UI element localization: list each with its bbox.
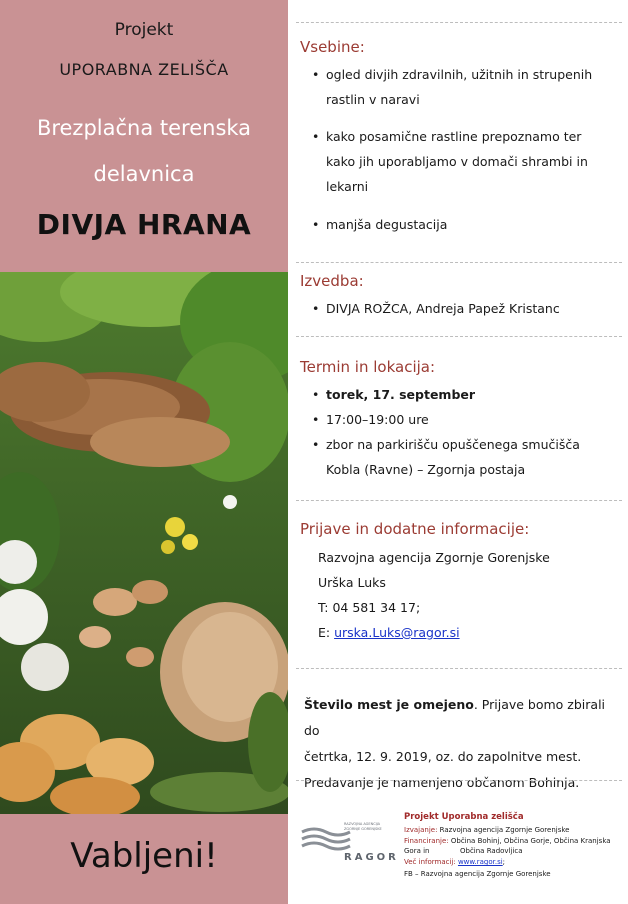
bullet-icon: • [312,217,320,232]
footer-financiranje: Financiranje: Občina Bohinj, Občina Gorje, Občina Kranjska Gora in [404,837,611,855]
footer-fb: FB – Razvojna agencija Zgornje Gorenjske [404,870,551,878]
logo-caption: RAZVOJNA AGENCIJA ZGORNJE GORENJSKE [344,822,382,831]
limited-seats-note: Število mest je omejeno [304,697,474,712]
list-item [312,382,617,407]
contact-phone: T: 04 581 34 17; [318,600,421,615]
event-place: zbor na parkirišču opuščenega smučišča [326,437,580,452]
mushroom-photo [0,272,288,814]
left-column [0,0,288,904]
subtitle-line-2: delavnica [93,162,195,186]
bullet-icon: • [312,67,320,82]
contact-org: Razvojna agencija Zgornje Gorenjske [318,550,550,565]
list-item [312,407,617,432]
divider [296,668,622,669]
list-item: • DIVJA ROŽCA, Andreja Papež Kristanc [312,296,617,321]
contact-person: Urška Luks [318,575,386,590]
list-item: • zbor na parkirišču opuščenega smučišča Kobla (Ravne) – Zgornja postaja [312,432,617,482]
footer-title: Projekt Uporabna zelišča [404,812,524,822]
footer-izvajanje: Izvajanje: Razvojna agencija Zgornje Gorenjske [404,826,570,834]
subtitle-line-1: Brezplačna terenska [36,116,252,140]
event-time: 17:00–19:00 ure [326,412,429,427]
project-label: Projekt [114,20,174,40]
divider [296,22,622,23]
bullet-icon: • [312,129,320,144]
registration-note: Število mest je omejeno. Prijave bomo zbirali do četrtka, 12. 9. 2019, oz. do zapolnitve mest. Predavanje je namenjeno občanom Bohinja. [304,697,606,790]
bullet-icon: • [312,437,320,452]
list-item: • ogled divjih zdravilnih, užitnih in strupenih rastlin v naravi [312,62,617,112]
event-date: torek, 17. september [326,387,476,402]
footer-more-info: Več informacij: www.ragor.si; [404,858,506,866]
section-heading-prijave: Prijave in dodatne informacije: [300,520,530,538]
main-title: DIVJA HRANA [36,208,252,241]
footer-financiranje-cont: Občina Radovljica [460,847,523,855]
welcome-text: Vabljeni! [70,836,218,876]
list-item: • kako posamične rastline prepoznamo ter kako jih uporabljamo v domači shrambi in lekarni [312,124,617,199]
bullet-icon: • [312,301,320,316]
contact-email-row: E: urska.Luks@ragor.si [318,625,460,640]
website-link[interactable]: www.ragor.si [457,858,503,866]
divider [296,262,622,263]
section-heading-izvedba: Izvedba: [300,272,364,290]
ragor-logo [300,816,399,868]
divider [296,780,622,781]
title-panel [0,0,288,272]
divider [296,336,622,337]
bullet-icon: • [312,412,320,427]
email-link[interactable]: urska.Luks@ragor.si [334,625,460,640]
project-name: UPORABNA ZELIŠČA [59,60,229,79]
divider [296,500,622,501]
section-heading-vsebine: Vsebine: [300,38,365,56]
logo-wordmark: RAGOR [344,852,399,863]
bullet-icon: • [312,387,320,402]
section-heading-termin: Termin in lokacija: [300,358,436,376]
list-item: • manjša degustacija [312,212,617,237]
welcome-panel [0,814,288,904]
